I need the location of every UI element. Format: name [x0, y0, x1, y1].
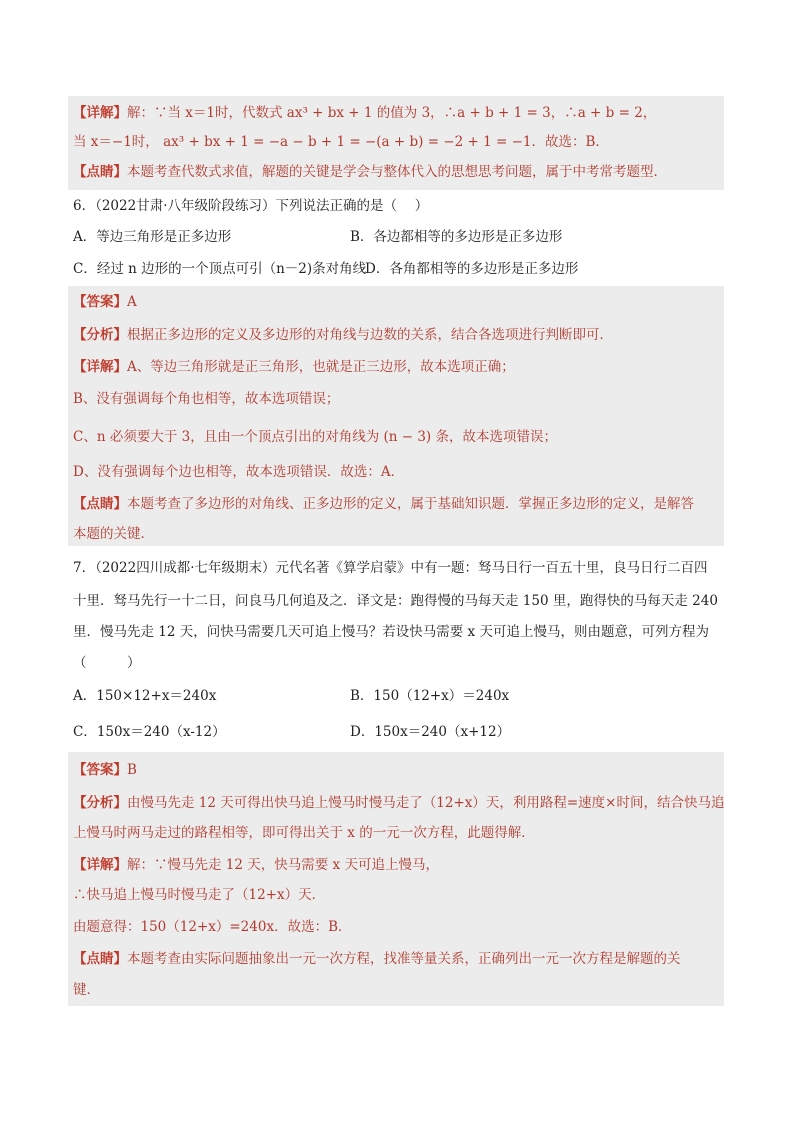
q7-stem-line3: 里．慢马先走 12 天，问快马需要几天可追上慢马？若设快马需要 x 天可追上慢马，则由题意，可列方程为 — [73, 624, 709, 640]
q7-option-a: A．150×12+x＝240x — [73, 688, 217, 704]
q7-comment-line1: 【点睛】本题考查由实际问题抽象出一元一次方程，找准等量关系，正确列出一元一次方程是解题的关 — [73, 951, 681, 967]
q5-detail-line2: 当 x＝−1时， ax³ + bx + 1 = −a − b + 1 = −(a + b) = −2 + 1 = −1．故选：B． — [73, 134, 609, 150]
q7-stem-line2: 十里．驽马先行一十二日，问良马几何追及之．译文是：跑得慢的马每天走 150 里，跑得快的马每天走 240 — [73, 593, 718, 609]
q6-detail-b: B、没有强调每个角也相等，故本选项错误； — [73, 391, 340, 407]
q6-option-d: D．各角都相等的多边形是正多边形 — [365, 261, 579, 277]
q6-comment-line2: 本题的关键． — [73, 526, 154, 542]
q7-option-d: D．150x＝240（x+12） — [350, 724, 511, 740]
q6-detail-a: 【详解】A、等边三角形就是正三角形，也就是正三边形，故本选项正确； — [73, 359, 515, 375]
q7-option-c: C．150x＝240（x-12） — [73, 724, 226, 740]
detail-tag: 【详解】 — [73, 105, 127, 121]
q7-stem-line4: （ ） — [73, 655, 141, 671]
q5-detail-line1: 【详解】解：∵当 x＝1时，代数式 ax³ + bx + 1 的值为 3，∴a + b + 1 = 3，∴a + b = 2， — [73, 105, 657, 121]
q7-comment-line2: 键． — [73, 982, 100, 998]
q7-analysis-line1: 【分析】由慢马先走 12 天可得出快马追上慢马时慢马走了（12+x）天，利用路程=速度×时间，结合快马追 — [73, 795, 725, 811]
q6-option-b: B．各边都相等的多边形是正多边形 — [350, 229, 563, 245]
q6-comment-line1: 【点睛】本题考查了多边形的对角线、正多边形的定义，属于基础知识题．掌握正多边形的定义，是解答 — [73, 496, 694, 512]
q7-detail-line2: ∴快马追上慢马时慢马走了（12+x）天． — [73, 887, 326, 903]
q6-option-c: C．经过 n 边形的一个顶点可引（n－2)条对角线 — [73, 261, 367, 277]
q6-stem: 6．（2022甘肃·八年级阶段练习）下列说法正确的是（ ） — [73, 198, 429, 214]
q6-answer: 【答案】A — [73, 294, 137, 310]
q7-stem-line1: 7．（2022四川成都·七年级期末）元代名著《算学启蒙》中有一题：驽马日行一百五十里，良马日行二百四 — [73, 560, 708, 576]
q7-detail-line3: 由题意得：150（12+x）=240x．故选：B． — [73, 919, 352, 935]
q6-analysis: 【分析】根据正多边形的定义及多边形的对角线与边数的关系，结合各选项进行判断即可． — [73, 327, 613, 343]
q5-comment: 【点睛】本题考查代数式求值，解题的关键是学会与整体代入的思想思考问题，属于中考常考题型． — [73, 164, 667, 180]
q7-analysis-line2: 上慢马时两马走过的路程相等，即可得出关于 x 的一元一次方程，此题得解． — [73, 825, 535, 841]
comment-tag: 【点睛】 — [73, 164, 127, 180]
q6-detail-d: D、没有强调每个边也相等，故本选项错误．故选：A． — [73, 464, 405, 480]
q7-option-b: B．150（12+x）＝240x — [350, 688, 510, 704]
q6-options-row1 — [73, 227, 231, 247]
q6-option-a: A．等边三角形是正多边形 — [73, 229, 232, 245]
q6-detail-c: C、n 必须要大于 3，且由一个顶点引出的对角线为 (n − 3) 条，故本选项错误； — [73, 429, 557, 445]
q7-answer: 【答案】B — [73, 762, 137, 778]
q7-detail-line1: 【详解】解：∵慢马先走 12 天，快马需要 x 天可追上慢马， — [73, 857, 439, 873]
